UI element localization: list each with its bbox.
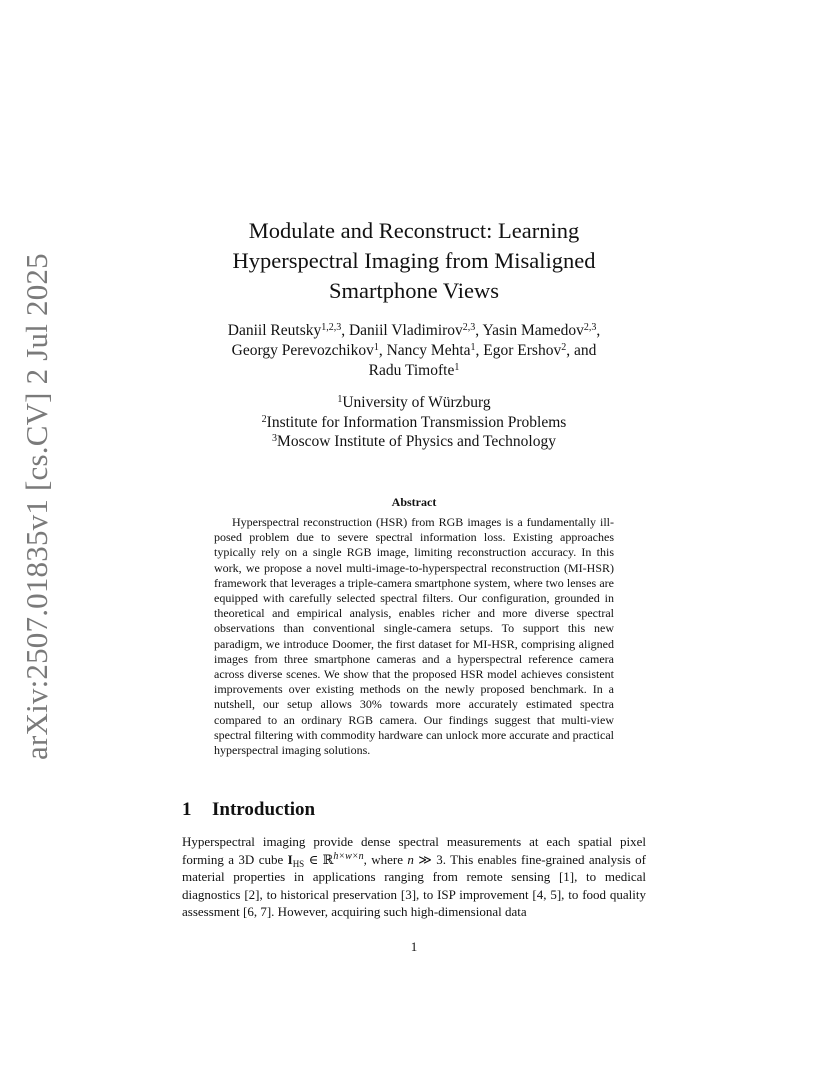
author-list: Daniil Reutsky$^{1,2,3}$, Daniil Vladimirov$^{2,3}$, Yasin Mamedov$^{2,3}$, Georgy Perevozchikov$^1$, Nancy Mehta$^1$, Egor Ershov$^2$, and Radu Timofte$^1$ [227,322,601,379]
title-line-1: Modulate and Reconstruct: Learning [248,218,580,243]
section-number: 1 [182,799,192,820]
author-affiliation-mark: 1 [373,342,379,353]
author-name: Daniil Reutsky [227,322,322,339]
affiliation-list [170,393,658,452]
math-cube-symbol: I [287,851,293,867]
paper-title [170,216,658,306]
author-affiliation-mark: 1,2,3 [321,322,342,333]
author-name: Nancy Mehta [386,342,471,359]
arxiv-identifier-stamp: arXiv:2507.01835v1 [cs.CV] 2 Jul 2025 [19,253,54,760]
author-affiliation-mark: 1 [470,342,476,353]
author-name: Radu Timofte [368,362,455,379]
abstract-text: Hyperspectral reconstruction (HSR) from RGB images is a fundamentally ill-posed problem due to severe spectral information loss. Existing approaches typically rely on a single RGB image, limiting reconstruction accuracy. In this work, we propose a novel multi-image-to-hyperspectral reconstruction (MI-HSR) framework that leverages a triple-camera smartphone system, where two lenses are equipped with carefully selected spectral filters. Our configuration, grounded in theoretical and empirical analysis, enables richer and more diverse spectral observations than conventional single-camera setups. To support this new paradigm, we introduce Doomer, the first dataset for MI-HSR, comprising aligned images from three smartphone cameras and a hyperspectral reference camera across diverse scenes. We show that the proposed HSR model achieves consistent improvements over existing methods on the newly proposed benchmark. In a nutshell, our setup allows 30% towards more accurately estimated spectra compared to an ordinary RGB camera. Our findings suggest that multi-view spectral filtering with commodity hardware can unlock more accurate and practical hyperspectral imaging solutions. [214,515,614,758]
math-variable: n [407,851,414,867]
math-subscript: HS [292,858,305,869]
section-title: Introduction [212,799,316,820]
author-name: Yasin Mamedov [482,322,584,339]
affiliation-item: $^3$Moscow Institute of Physics and Technology [272,433,556,450]
author-affiliation-mark: 1 [454,362,460,373]
title-line-2: Hyperspectral Imaging from Misaligned [232,248,596,273]
affiliation-item: $^1$University of Würzburg [337,394,491,411]
abstract-heading: Abstract [391,495,437,509]
author-name: Egor Ershov [483,342,562,359]
author-affiliation-mark: 2 [561,342,567,353]
author-name: Daniil Vladimirov [348,322,463,339]
page-number: 1 [410,939,418,954]
author-affiliation-mark: 2,3 [462,322,476,333]
author-affiliation-mark: 2,3 [583,322,597,333]
introduction-paragraph: Hyperspectral imaging provide dense spectral measurements at each spatial pixel forming a 3D cube $I_{HS}$ ∈ ℝ$^{h\times w\times n}$, where n ≫ 3. This enables fine-grained analysis of material properties in applications ranging from remote sensing [1], to medical diagnostics [2], to historical preservation [3], to ISP improvement [4, 5], to food quality assessment [6, 7]. However, acquiring such high-dimensional data [182,834,647,920]
math-exponent: h×w×n [333,850,364,862]
section-heading-introduction [182,797,315,823]
title-line-3: Smartphone Views [328,278,500,303]
affiliation-item: $^2$Institute for Information Transmission Problems [261,413,567,431]
author-name: Georgy Perevozchikov [231,342,374,359]
